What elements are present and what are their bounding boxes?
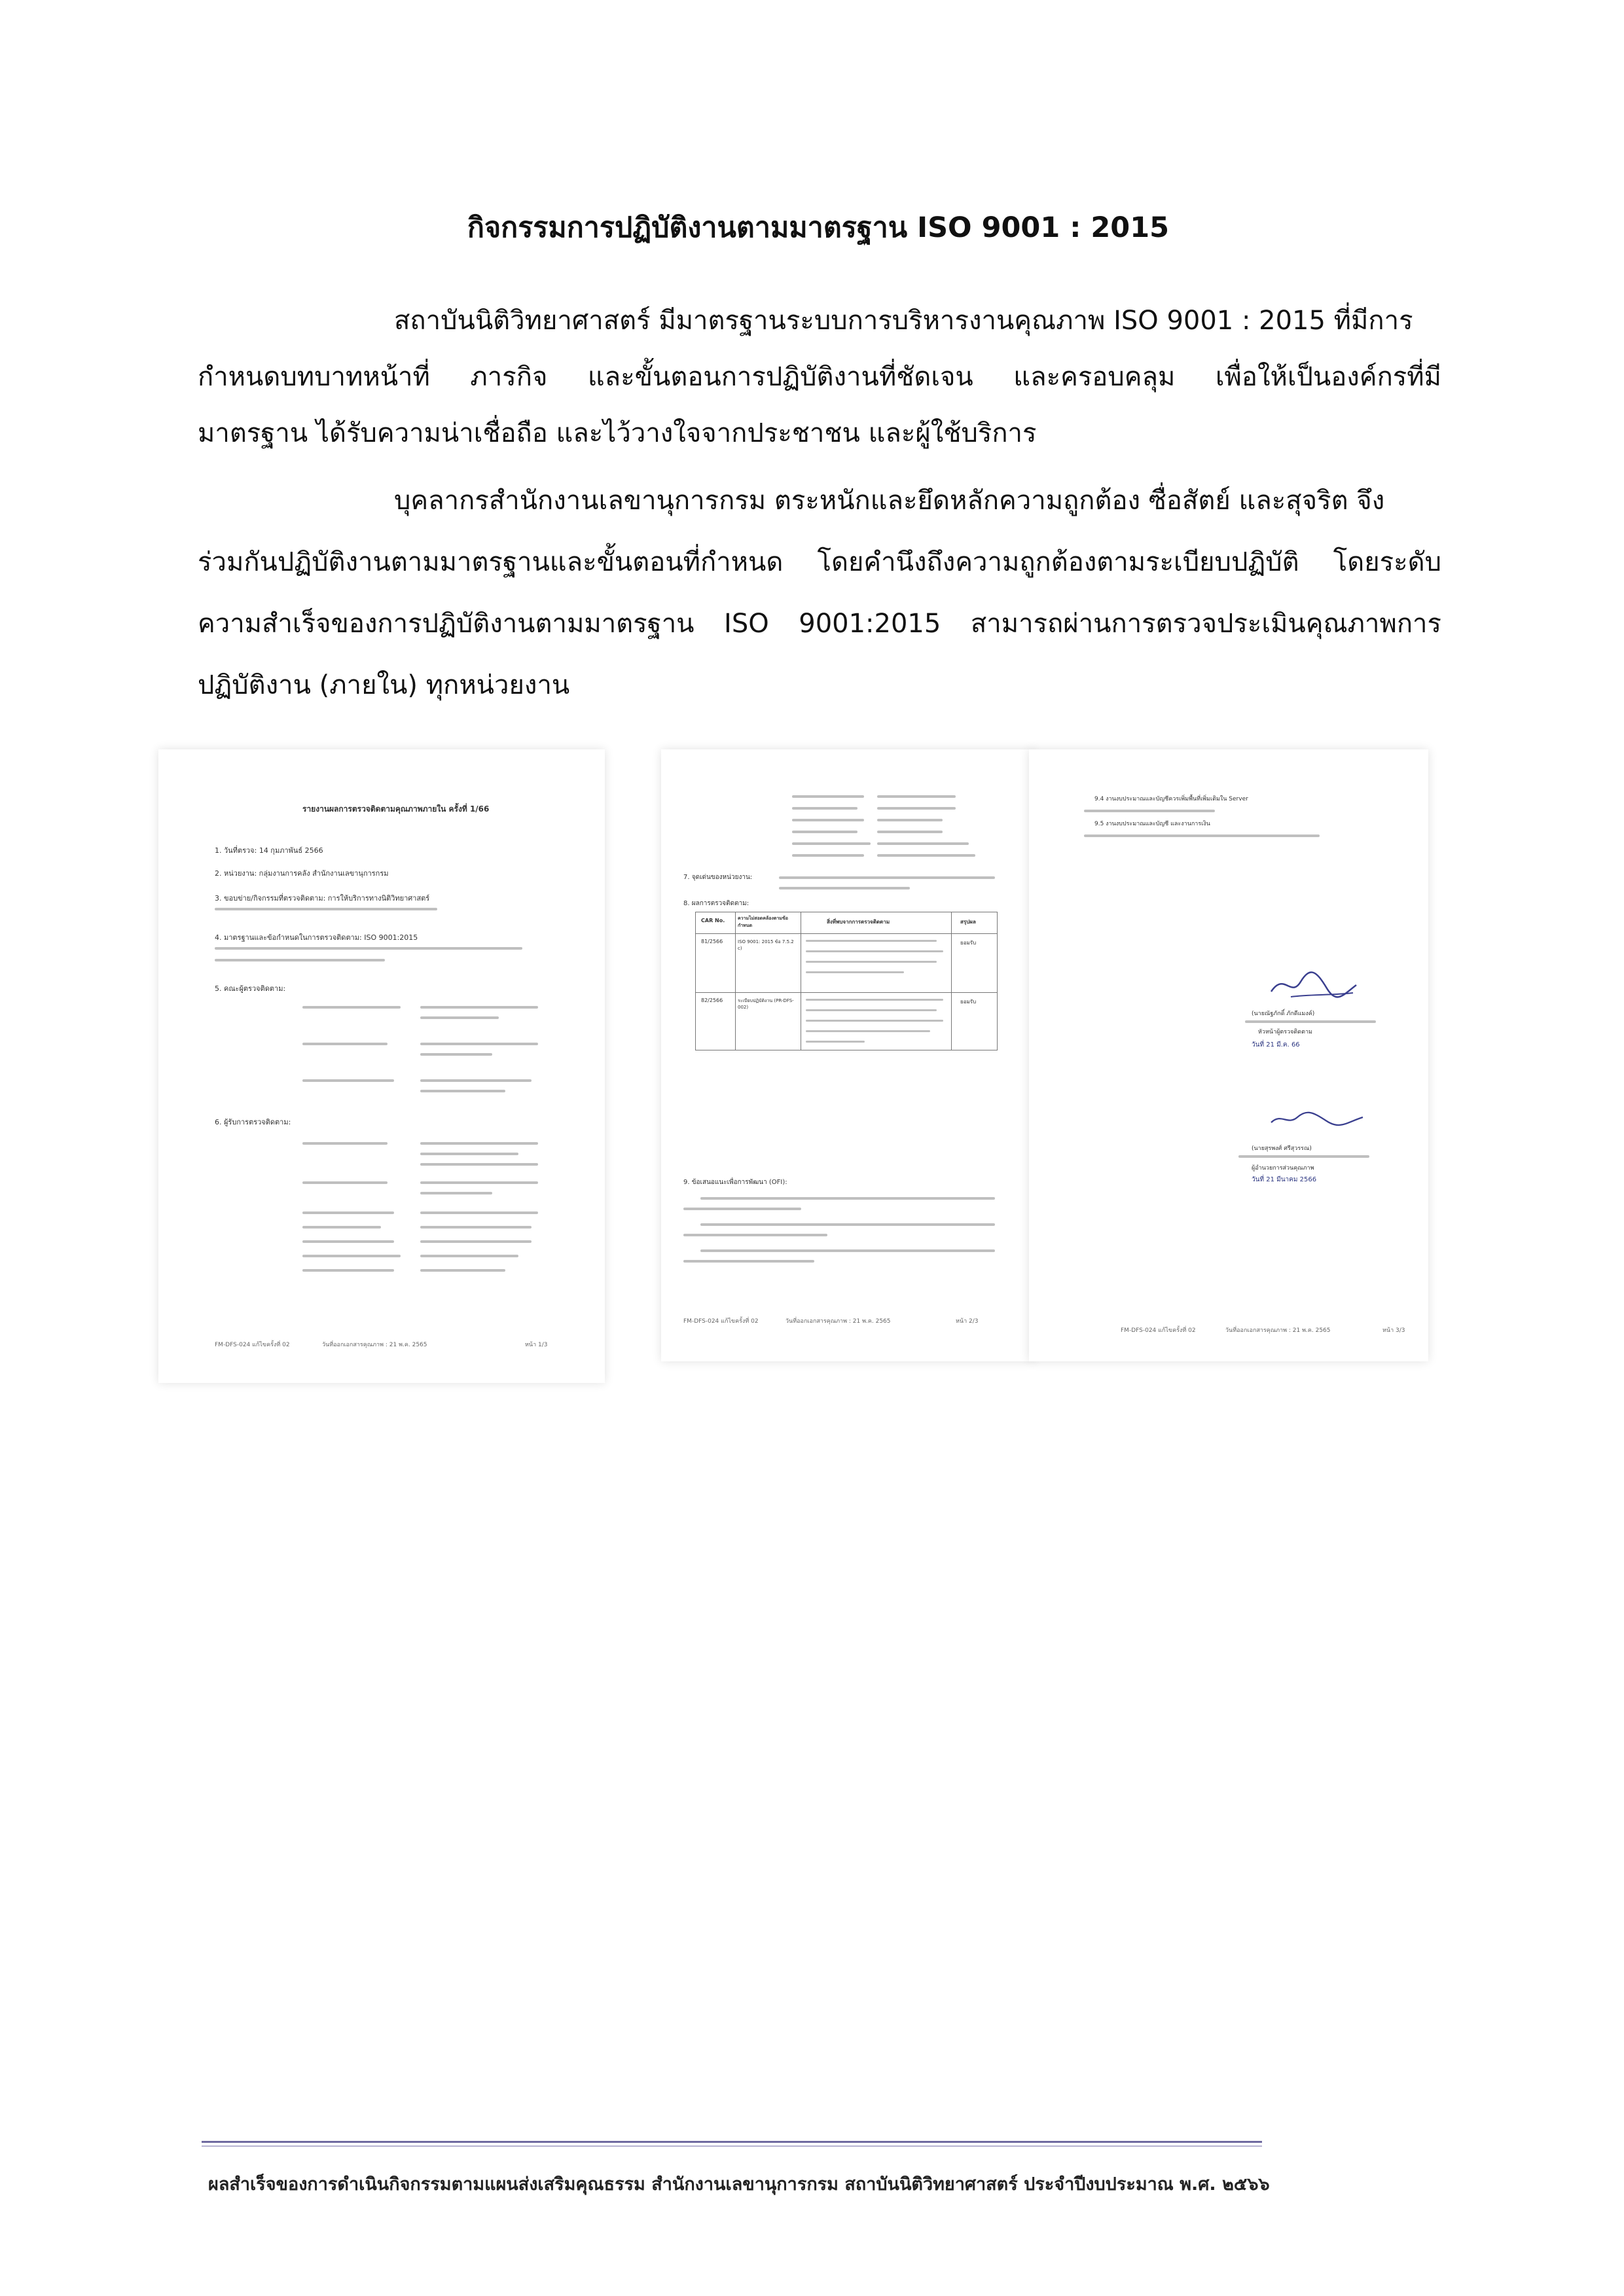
paragraph-line: กำหนดบทบาทหน้าที่ ภารกิจ และขั้นตอนการปฏิบัติงานที่ชัดเจน และครอบคลุม เพื่อให้เป็นองค์กรที่มี [198, 362, 1441, 392]
scan-scope: 3. ขอบข่าย/กิจกรรมที่ตรวจติดตาม: การให้บริการทางนิติวิทยาศาสตร์ [215, 894, 430, 903]
scan-auditors: 5. คณะผู้ตรวจติดตาม: [215, 984, 286, 993]
director-role: ผู้อำนวยการส่วนคุณภาพ [1252, 1165, 1314, 1172]
scan-auditees: 6. ผู้รับการตรวจติดตาม: [215, 1118, 291, 1126]
audit-report-scan-page-3 [1029, 749, 1428, 1361]
scan-section-9: 9. ข้อเสนอแนะเพื่อการพัฒนา (OFI): [683, 1179, 787, 1186]
paragraph-line: ปฏิบัติงาน (ภายใน) ทุกหน่วยงาน [198, 670, 570, 700]
auditor-signature [1265, 965, 1363, 1005]
paragraph-line: บุคลากรสำนักงานเลขานุการกรม ตระหนักและยึดหลักความถูกต้อง ซื่อสัตย์ และสุจริต จึง [394, 486, 1385, 516]
scan-footer-form: FM-DFS-024 แก้ไขครั้งที่ 02 [1121, 1327, 1196, 1334]
scan-standard: 4. มาตรฐานและข้อกำหนดในการตรวจติดตาม: ISO 9001:2015 [215, 933, 418, 942]
scan-footer-page: หน้า 3/3 [1382, 1327, 1405, 1334]
scan-section-7: 7. จุดเด่นของหน่วยงาน: [683, 874, 753, 881]
footer-divider-secondary [202, 2145, 1262, 2147]
scan-section-8: 8. ผลการตรวจติดตาม: [683, 900, 749, 907]
page-footer: ผลสำเร็จของการดำเนินกิจกรรมตามแผนส่งเสริมคุณธรรม สำนักงานเลขานุการกรม สถาบันนิติวิทยาศาสตร์ ประจำปีงบประมาณ พ.ศ. ๒๕๖๖ [208, 2174, 1270, 2195]
scan-date: 1. วันที่ตรวจ: 14 กุมภาพันธ์ 2566 [215, 846, 323, 855]
auditor-role: หัวหน้าผู้ตรวจติดตาม [1258, 1029, 1312, 1035]
table-header-result: สรุปผล [960, 919, 976, 925]
scan-footer-issued: วันที่ออกเอกสารคุณภาพ : 21 พ.ค. 2565 [322, 1342, 427, 1348]
audit-report-scan-page-2 [661, 749, 1034, 1361]
scan-item-9-4: 9.4 งานงบประมาณและบัญชีควรเพิ่มพื้นที่เพิ่มเติมใน Server [1094, 796, 1248, 802]
audit-report-scan-page-1 [158, 749, 605, 1383]
paragraph-line: มาตรฐาน ได้รับความน่าเชื่อถือ และไว้วางใจจากประชาชน และผู้ใช้บริการ [198, 418, 1037, 448]
table-cell-requirement: ระเบียบปฏิบัติงาน (PR-DFS-002) [738, 998, 794, 1010]
table-header-car: CAR No. [701, 918, 725, 924]
scan-footer-issued: วันที่ออกเอกสารคุณภาพ : 21 พ.ค. 2565 [785, 1318, 891, 1325]
scan-footer-issued: วันที่ออกเอกสารคุณภาพ : 21 พ.ค. 2565 [1225, 1327, 1331, 1334]
table-header-finding: สิ่งที่พบจากการตรวจติดตาม [827, 919, 890, 925]
director-name: (นายสุรพงศ์ ศรีสุวรรณ) [1252, 1145, 1312, 1152]
table-cell-result: ยอมรับ [960, 999, 977, 1005]
scan-unit: 2. หน่วยงาน: กลุ่มงานการคลัง สำนักงานเลขานุการกรม [215, 869, 389, 878]
scan-heading: รายงานผลการตรวจติดตามคุณภาพภายใน ครั้งที่ 1/66 [302, 804, 490, 814]
paragraph-line: สถาบันนิติวิทยาศาสตร์ มีมาตรฐานระบบการบริหารงานคุณภาพ ISO 9001 : 2015 ที่มีการ [394, 306, 1413, 336]
auditor-name: (นายณัฐภักดิ์ ภักดีแมงค์) [1252, 1011, 1315, 1017]
scan-footer-form: FM-DFS-024 แก้ไขครั้งที่ 02 [683, 1318, 759, 1325]
auditor-sign-date: วันที่ 21 มี.ค. 66 [1252, 1041, 1300, 1049]
table-cell-result: ยอมรับ [960, 940, 977, 946]
paragraph-iso-standard [198, 301, 1441, 471]
table-cell-car: 82/2566 [701, 997, 723, 1003]
scan-item-9-5: 9.5 งานงบประมาณและบัญชี และงานการเงิน [1094, 821, 1210, 827]
scan-footer-page: หน้า 2/3 [956, 1318, 979, 1325]
table-cell-car: 81/2566 [701, 939, 723, 944]
paragraph-line: ความสำเร็จของการปฏิบัติงานตามมาตรฐาน ISO 9001:2015 สามารถผ่านการตรวจประเมินคุณภาพการ [198, 609, 1441, 639]
table-header-requirement: ความไม่สอดคล้องตามข้อกำหนด [738, 916, 788, 928]
director-signature [1265, 1103, 1369, 1136]
scan-footer-page: หน้า 1/3 [525, 1342, 548, 1348]
page-title: กิจกรรมการปฏิบัติงานตามมาตรฐาน ISO 9001 : 2015 [467, 211, 1170, 244]
table-cell-requirement: ISO 9001: 2015 ข้อ 7.5.2 c) [738, 939, 794, 951]
paragraph-line: ร่วมกันปฏิบัติงานตามมาตรฐานและขั้นตอนที่กำหนด โดยคำนึงถึงความถูกต้องตามระเบียบปฏิบัติ โดยระดับ [198, 547, 1441, 577]
director-sign-date: วันที่ 21 มีนาคม 2566 [1252, 1176, 1317, 1183]
footer-divider [202, 2141, 1262, 2143]
paragraph-staff-practice [198, 481, 1441, 717]
scan-footer-form: FM-DFS-024 แก้ไขครั้งที่ 02 [215, 1342, 290, 1348]
audit-findings-table [695, 912, 998, 1050]
